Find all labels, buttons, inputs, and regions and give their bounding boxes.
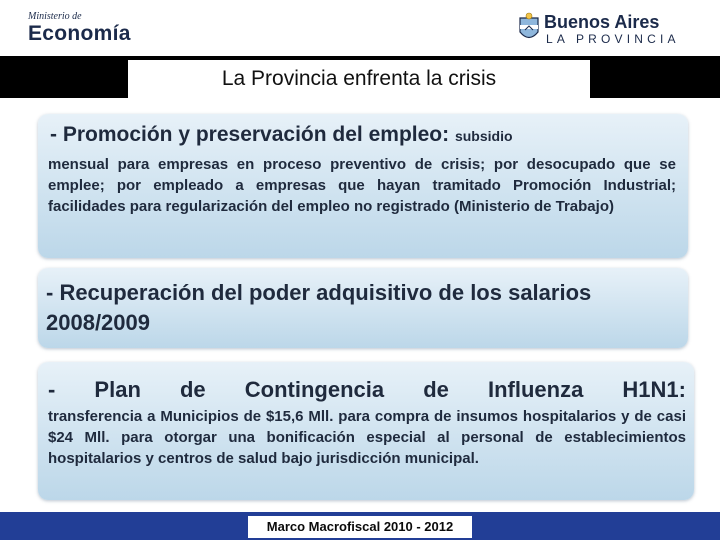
- influenza-box: [38, 362, 694, 500]
- influenza-heading-word: H1N1:: [622, 377, 686, 402]
- salary-box: [38, 268, 688, 348]
- influenza-heading-word: Contingencia: [244, 377, 385, 402]
- influenza-heading-word: Plan: [94, 377, 141, 402]
- influenza-heading-word: de: [179, 377, 206, 402]
- employment-heading-main: - Promoción y preservación del empleo:: [50, 123, 450, 146]
- buenos-aires-logo: [516, 12, 686, 46]
- influenza-heading-word: de: [423, 377, 449, 402]
- footer-label: Marco Macrofiscal 2010 - 2012: [248, 516, 472, 538]
- influenza-heading-word: Influenza: [487, 377, 584, 402]
- employment-heading-tail: subsidio: [454, 128, 513, 144]
- salary-heading: - Recuperación del poder adquisitivo de los salarios 2008/2009: [46, 280, 592, 335]
- logo-small-text: Ministerio de: [28, 11, 82, 22]
- influenza-heading: [48, 376, 686, 404]
- influenza-heading-word: -: [48, 377, 56, 402]
- logo-subtitle: LA PROVINCIA: [546, 32, 680, 46]
- provincial-shield-icon: [518, 12, 540, 44]
- logo-big-text: Economía: [28, 22, 131, 45]
- employment-box: [38, 114, 688, 258]
- influenza-body: transferencia a Municipios de $15,6 Mll. para compra de insumos hospitalarios y de casi $24 Mll. para otorgar una bonificación especial al personal de establecimientos hospitalarios y centros de salud bajo jurisdicción municipal.: [48, 408, 686, 467]
- logo-name: Buenos Aires: [544, 12, 660, 32]
- slide-title: La Provincia enfrenta la crisis: [128, 60, 590, 98]
- employment-heading: [50, 122, 513, 149]
- employment-body: mensual para empresas en proceso preventivo de crisis; por desocupado que se emplee; por empleado a empresas que hayan tramitado Promoción Industrial; facilidades para regularización del empleo no registrado (Ministerio de Trabajo): [48, 156, 676, 215]
- ministerio-economia-logo: [28, 12, 148, 52]
